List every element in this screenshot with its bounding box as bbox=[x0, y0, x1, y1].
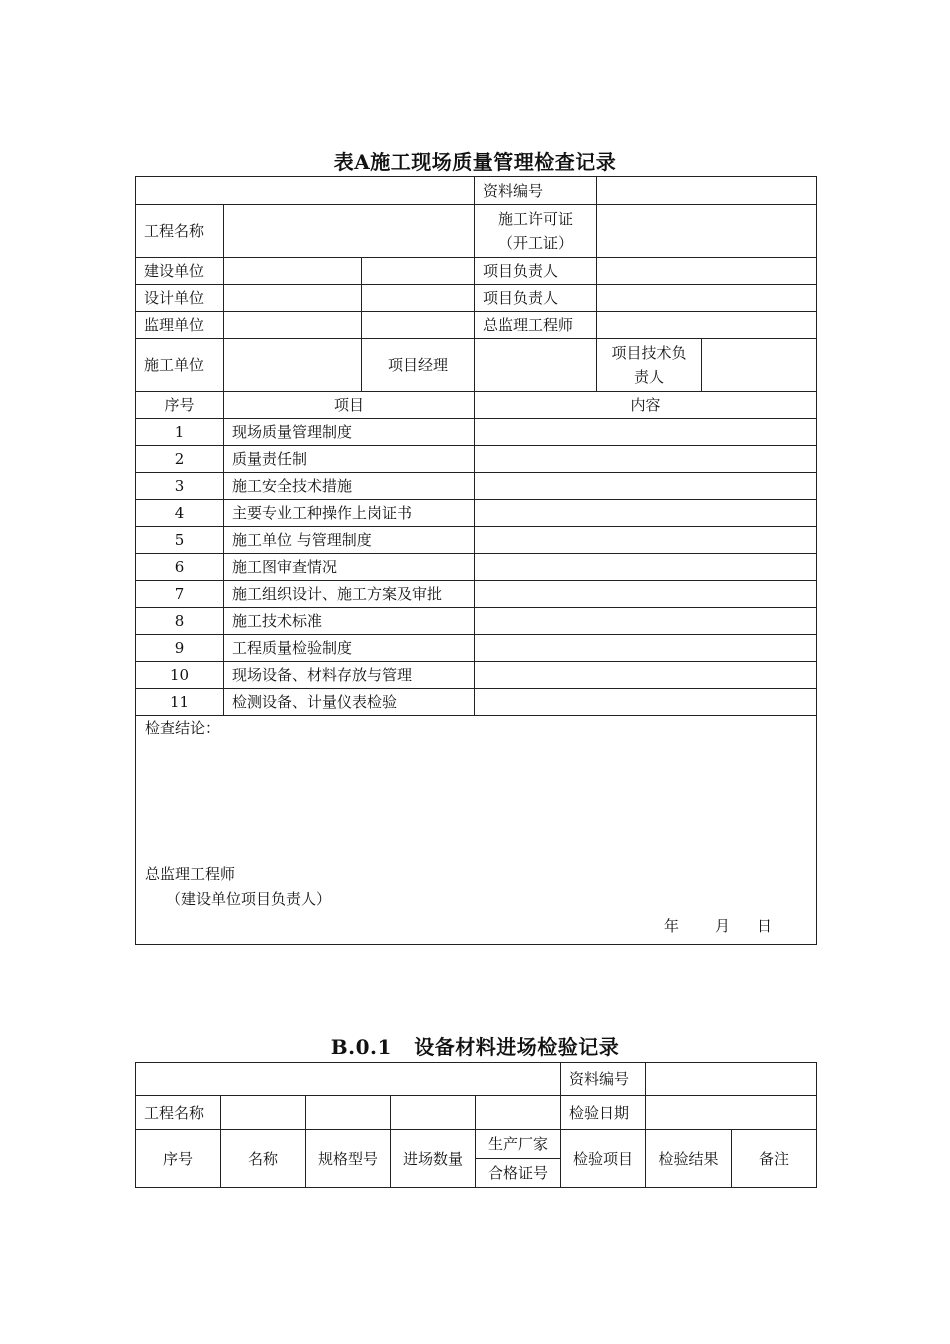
tech-lead-label-line1: 项目技术负 bbox=[611, 344, 687, 362]
table-row bbox=[136, 635, 817, 662]
col-seq-header: 序号 bbox=[136, 392, 224, 419]
b-doc-no-value bbox=[646, 1063, 817, 1096]
supervision-unit-value bbox=[224, 312, 362, 339]
signer-chief-supervisor: 总监理工程师 bbox=[145, 865, 236, 883]
item-no: 7 bbox=[136, 581, 224, 608]
tech-lead-label-line2: 责人 bbox=[634, 368, 665, 386]
permit-label bbox=[475, 205, 597, 258]
doc-no-label: 资料编号 bbox=[475, 177, 597, 205]
b-doc-no-label: 资料编号 bbox=[561, 1063, 646, 1096]
item-content bbox=[475, 446, 817, 473]
b-blank-header-cell bbox=[136, 1063, 561, 1096]
item-content bbox=[475, 527, 817, 554]
item-no: 5 bbox=[136, 527, 224, 554]
owner-unit-value bbox=[224, 258, 362, 285]
date-day: 日 bbox=[757, 917, 773, 935]
tech-lead-value bbox=[702, 339, 817, 392]
item-name: 施工技术标准 bbox=[224, 608, 475, 635]
table-a-title: 表A施工现场质量管理检查记录 bbox=[333, 150, 617, 174]
item-content bbox=[475, 689, 817, 716]
item-content bbox=[475, 419, 817, 446]
design-unit-value bbox=[224, 285, 362, 312]
owner-lead-value bbox=[597, 258, 817, 285]
item-content bbox=[475, 635, 817, 662]
item-no: 10 bbox=[136, 662, 224, 689]
b-col-qty: 进场数量 bbox=[391, 1130, 476, 1188]
table-row bbox=[136, 581, 817, 608]
doc-no-value bbox=[597, 177, 817, 205]
permit-label-line2: （开工证） bbox=[498, 234, 574, 252]
item-no: 3 bbox=[136, 473, 224, 500]
table-b-title: B.0.1 设备材料进场检验记录 bbox=[330, 1035, 620, 1059]
item-content bbox=[475, 500, 817, 527]
supervision-unit-label: 监理单位 bbox=[136, 312, 224, 339]
chief-supervisor-value bbox=[597, 312, 817, 339]
design-lead-label: 项目负责人 bbox=[475, 285, 597, 312]
check-items bbox=[136, 419, 817, 716]
item-name: 施工单位 与管理制度 bbox=[224, 527, 475, 554]
item-name: 施工图审查情况 bbox=[224, 554, 475, 581]
date-month: 月 bbox=[715, 917, 731, 935]
b-col-remark: 备注 bbox=[732, 1130, 817, 1188]
owner-lead-label: 项目负责人 bbox=[475, 258, 597, 285]
table-row bbox=[136, 608, 817, 635]
project-name-value bbox=[224, 205, 475, 258]
item-name: 工程质量检验制度 bbox=[224, 635, 475, 662]
col-content-header: 内容 bbox=[475, 392, 817, 419]
item-name: 质量责任制 bbox=[224, 446, 475, 473]
permit-value bbox=[597, 205, 817, 258]
b-col-cert: 合格证号 bbox=[476, 1159, 561, 1188]
permit-label-line1: 施工许可证 bbox=[498, 210, 574, 228]
table-row bbox=[136, 527, 817, 554]
table-row bbox=[136, 689, 817, 716]
item-no: 8 bbox=[136, 608, 224, 635]
conclusion-cell bbox=[136, 716, 817, 945]
b-project-name-label: 工程名称 bbox=[136, 1096, 221, 1130]
table-row bbox=[136, 554, 817, 581]
item-content bbox=[475, 662, 817, 689]
supervision-unit-value-2 bbox=[362, 312, 475, 339]
signer-owner-lead: （建设单位项目负责人） bbox=[166, 890, 332, 908]
project-manager-value bbox=[475, 339, 597, 392]
contractor-value bbox=[224, 339, 362, 392]
item-no: 9 bbox=[136, 635, 224, 662]
item-content bbox=[475, 554, 817, 581]
owner-unit-label: 建设单位 bbox=[136, 258, 224, 285]
item-name: 主要专业工种操作上岗证书 bbox=[224, 500, 475, 527]
b-col-name: 名称 bbox=[221, 1130, 306, 1188]
table-row bbox=[136, 473, 817, 500]
item-no: 2 bbox=[136, 446, 224, 473]
b-col-check-item: 检验项目 bbox=[561, 1130, 646, 1188]
item-name: 施工组织设计、施工方案及审批 bbox=[224, 581, 475, 608]
item-name: 现场质量管理制度 bbox=[224, 419, 475, 446]
table-row bbox=[136, 446, 817, 473]
b-project-name-value-2 bbox=[306, 1096, 391, 1130]
item-no: 6 bbox=[136, 554, 224, 581]
contractor-label: 施工单位 bbox=[136, 339, 224, 392]
item-name: 检测设备、计量仪表检验 bbox=[224, 689, 475, 716]
col-item-header: 项目 bbox=[224, 392, 475, 419]
table-row bbox=[136, 662, 817, 689]
item-name: 施工安全技术措施 bbox=[224, 473, 475, 500]
item-no: 11 bbox=[136, 689, 224, 716]
item-content bbox=[475, 581, 817, 608]
blank-header-cell bbox=[136, 177, 475, 205]
table-row bbox=[136, 419, 817, 446]
item-name: 现场设备、材料存放与管理 bbox=[224, 662, 475, 689]
material-entry-inspection-table bbox=[135, 1062, 817, 1188]
quality-management-check-table bbox=[135, 176, 817, 945]
design-unit-value-2 bbox=[362, 285, 475, 312]
item-no: 4 bbox=[136, 500, 224, 527]
conclusion-label: 检查结论： bbox=[145, 719, 221, 737]
b-col-spec: 规格型号 bbox=[306, 1130, 391, 1188]
b-inspect-date-label: 检验日期 bbox=[561, 1096, 646, 1130]
b-project-name-value-4 bbox=[476, 1096, 561, 1130]
b-inspect-date-value bbox=[646, 1096, 817, 1130]
tech-lead-label bbox=[597, 339, 702, 392]
b-project-name-value-3 bbox=[391, 1096, 476, 1130]
project-manager-label: 项目经理 bbox=[362, 339, 475, 392]
item-content bbox=[475, 608, 817, 635]
b-col-maker: 生产厂家 bbox=[476, 1130, 561, 1159]
date-year: 年 bbox=[664, 917, 680, 935]
owner-unit-value-2 bbox=[362, 258, 475, 285]
project-name-label: 工程名称 bbox=[136, 205, 224, 258]
table-row bbox=[136, 500, 817, 527]
design-lead-value bbox=[597, 285, 817, 312]
design-unit-label: 设计单位 bbox=[136, 285, 224, 312]
b-col-seq: 序号 bbox=[136, 1130, 221, 1188]
b-project-name-value-1 bbox=[221, 1096, 306, 1130]
sign-date bbox=[664, 914, 772, 938]
item-no: 1 bbox=[136, 419, 224, 446]
b-col-result: 检验结果 bbox=[646, 1130, 732, 1188]
item-content bbox=[475, 473, 817, 500]
chief-supervisor-label: 总监理工程师 bbox=[475, 312, 597, 339]
